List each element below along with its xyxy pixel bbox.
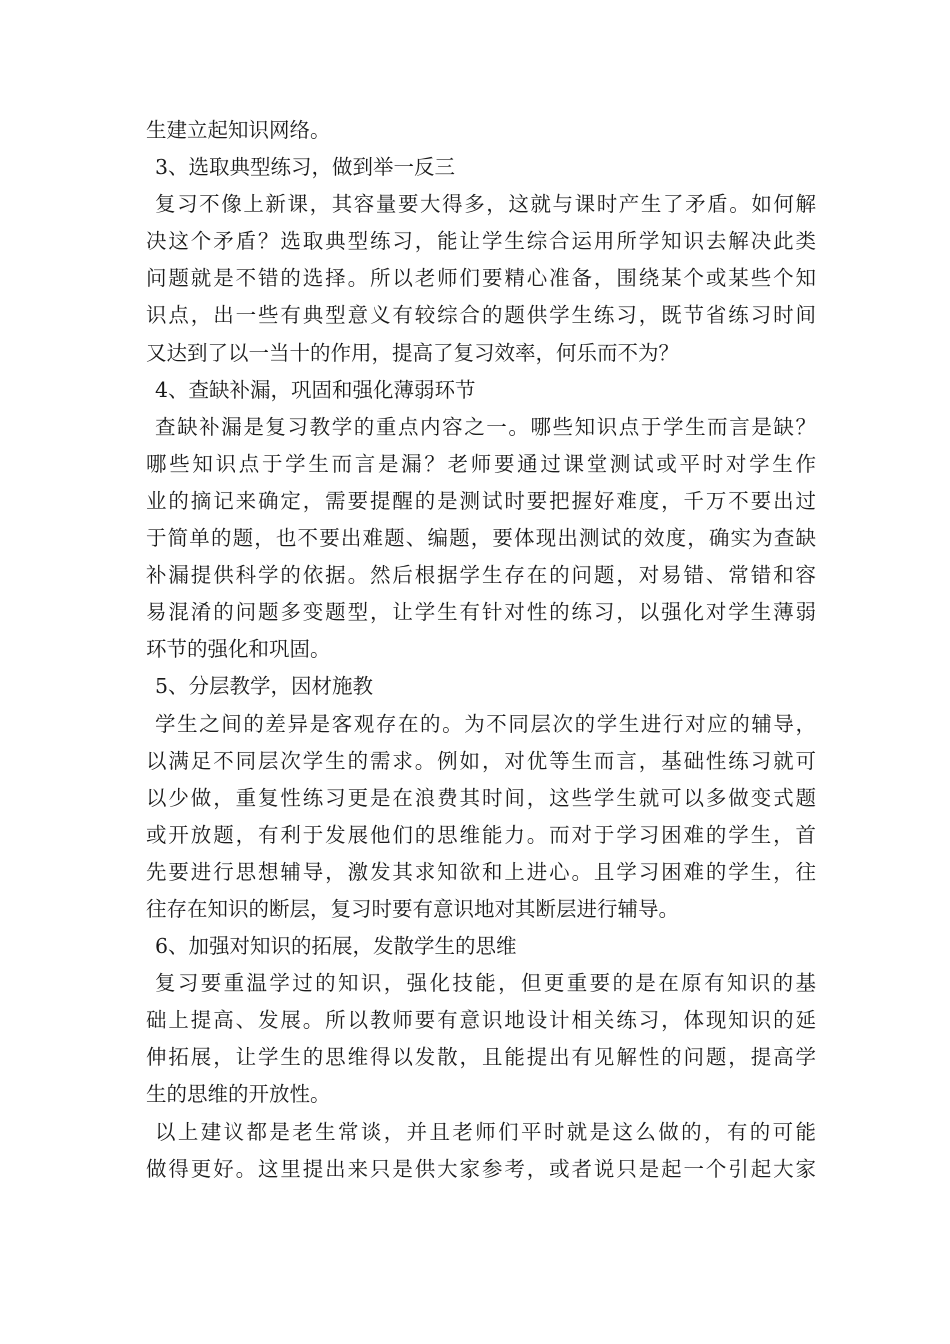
text-line: 易混淆的问题多变题型，让学生有针对性的练习，以强化对学生薄弱: [146, 600, 816, 625]
text-line: 往存在知识的断层，复习时要有意识地对其断层进行辅导。: [146, 896, 679, 921]
section-heading: 5、分层教学，因材施教: [155, 674, 374, 699]
text-line: 于简单的题，也不要出难题、编题，要体现出测试的效度，确实为查缺: [146, 526, 816, 551]
text-line: 或开放题，有利于发展他们的思维能力。而对于学习困难的学生，首: [146, 822, 816, 847]
text-line: 以上建议都是老生常谈，并且老师们平时就是这么做的，有的可能: [155, 1119, 816, 1144]
text-line: 决这个矛盾？选取典型练习，能让学生综合运用所学知识去解决此类: [146, 229, 816, 254]
text-line: 先要进行思想辅导，激发其求知欲和上进心。且学习困难的学生，往: [146, 859, 816, 884]
section-heading: 3、选取典型练习，做到举一反三: [155, 155, 456, 180]
text-line: 生建立起知识网络。: [146, 118, 331, 142]
text-line: 又达到了以一当十的作用，提高了复习效率，何乐而不为？: [146, 340, 679, 365]
text-line: 学生之间的差异是客观存在的。为不同层次的学生进行对应的辅导，: [155, 711, 816, 736]
text-line: 环节的强化和巩固。: [146, 637, 331, 662]
section-heading: 6、加强对知识的拓展，发散学生的思维: [155, 934, 517, 959]
text-line: 识点，出一些有典型意义有较综合的题供学生练习，既节省练习时间: [146, 303, 816, 328]
text-line: 复习要重温学过的知识，强化技能，但更重要的是在原有知识的基: [155, 971, 816, 996]
text-line: 复习不像上新课，其容量要大得多，这就与课时产生了矛盾。如何解: [155, 192, 816, 217]
text-line: 哪些知识点于学生而言是漏？老师要通过课堂测试或平时对学生作: [146, 451, 816, 476]
text-line: 查缺补漏是复习教学的重点内容之一。哪些知识点于学生而言是缺？: [155, 414, 816, 439]
text-line: 以少做，重复性练习更是在浪费其时间，这些学生就可以多做变式题: [146, 785, 816, 810]
text-line: 生的思维的开放性。: [146, 1082, 331, 1107]
text-line: 问题就是不错的选择。所以老师们要精心准备，围绕某个或某些个知: [146, 266, 816, 291]
text-line: 础上提高、发展。所以教师要有意识地设计相关练习，体现知识的延: [146, 1008, 816, 1033]
section-heading: 4、查缺补漏，巩固和强化薄弱环节: [155, 377, 476, 402]
text-line: 业的摘记来确定，需要提醒的是测试时要把握好难度，千万不要出过: [146, 488, 816, 513]
text-line: 伸拓展，让学生的思维得以发散，且能提出有见解性的问题，提高学: [146, 1045, 816, 1070]
text-line: 以满足不同层次学生的需求。例如，对优等生而言，基础性练习就可: [146, 748, 816, 773]
document-body: [146, 112, 816, 1188]
text-line: 做得更好。这里提出来只是供大家参考，或者说只是起一个引起大家: [146, 1156, 816, 1181]
text-line: 补漏提供科学的依据。然后根据学生存在的问题，对易错、常错和容: [146, 563, 816, 588]
